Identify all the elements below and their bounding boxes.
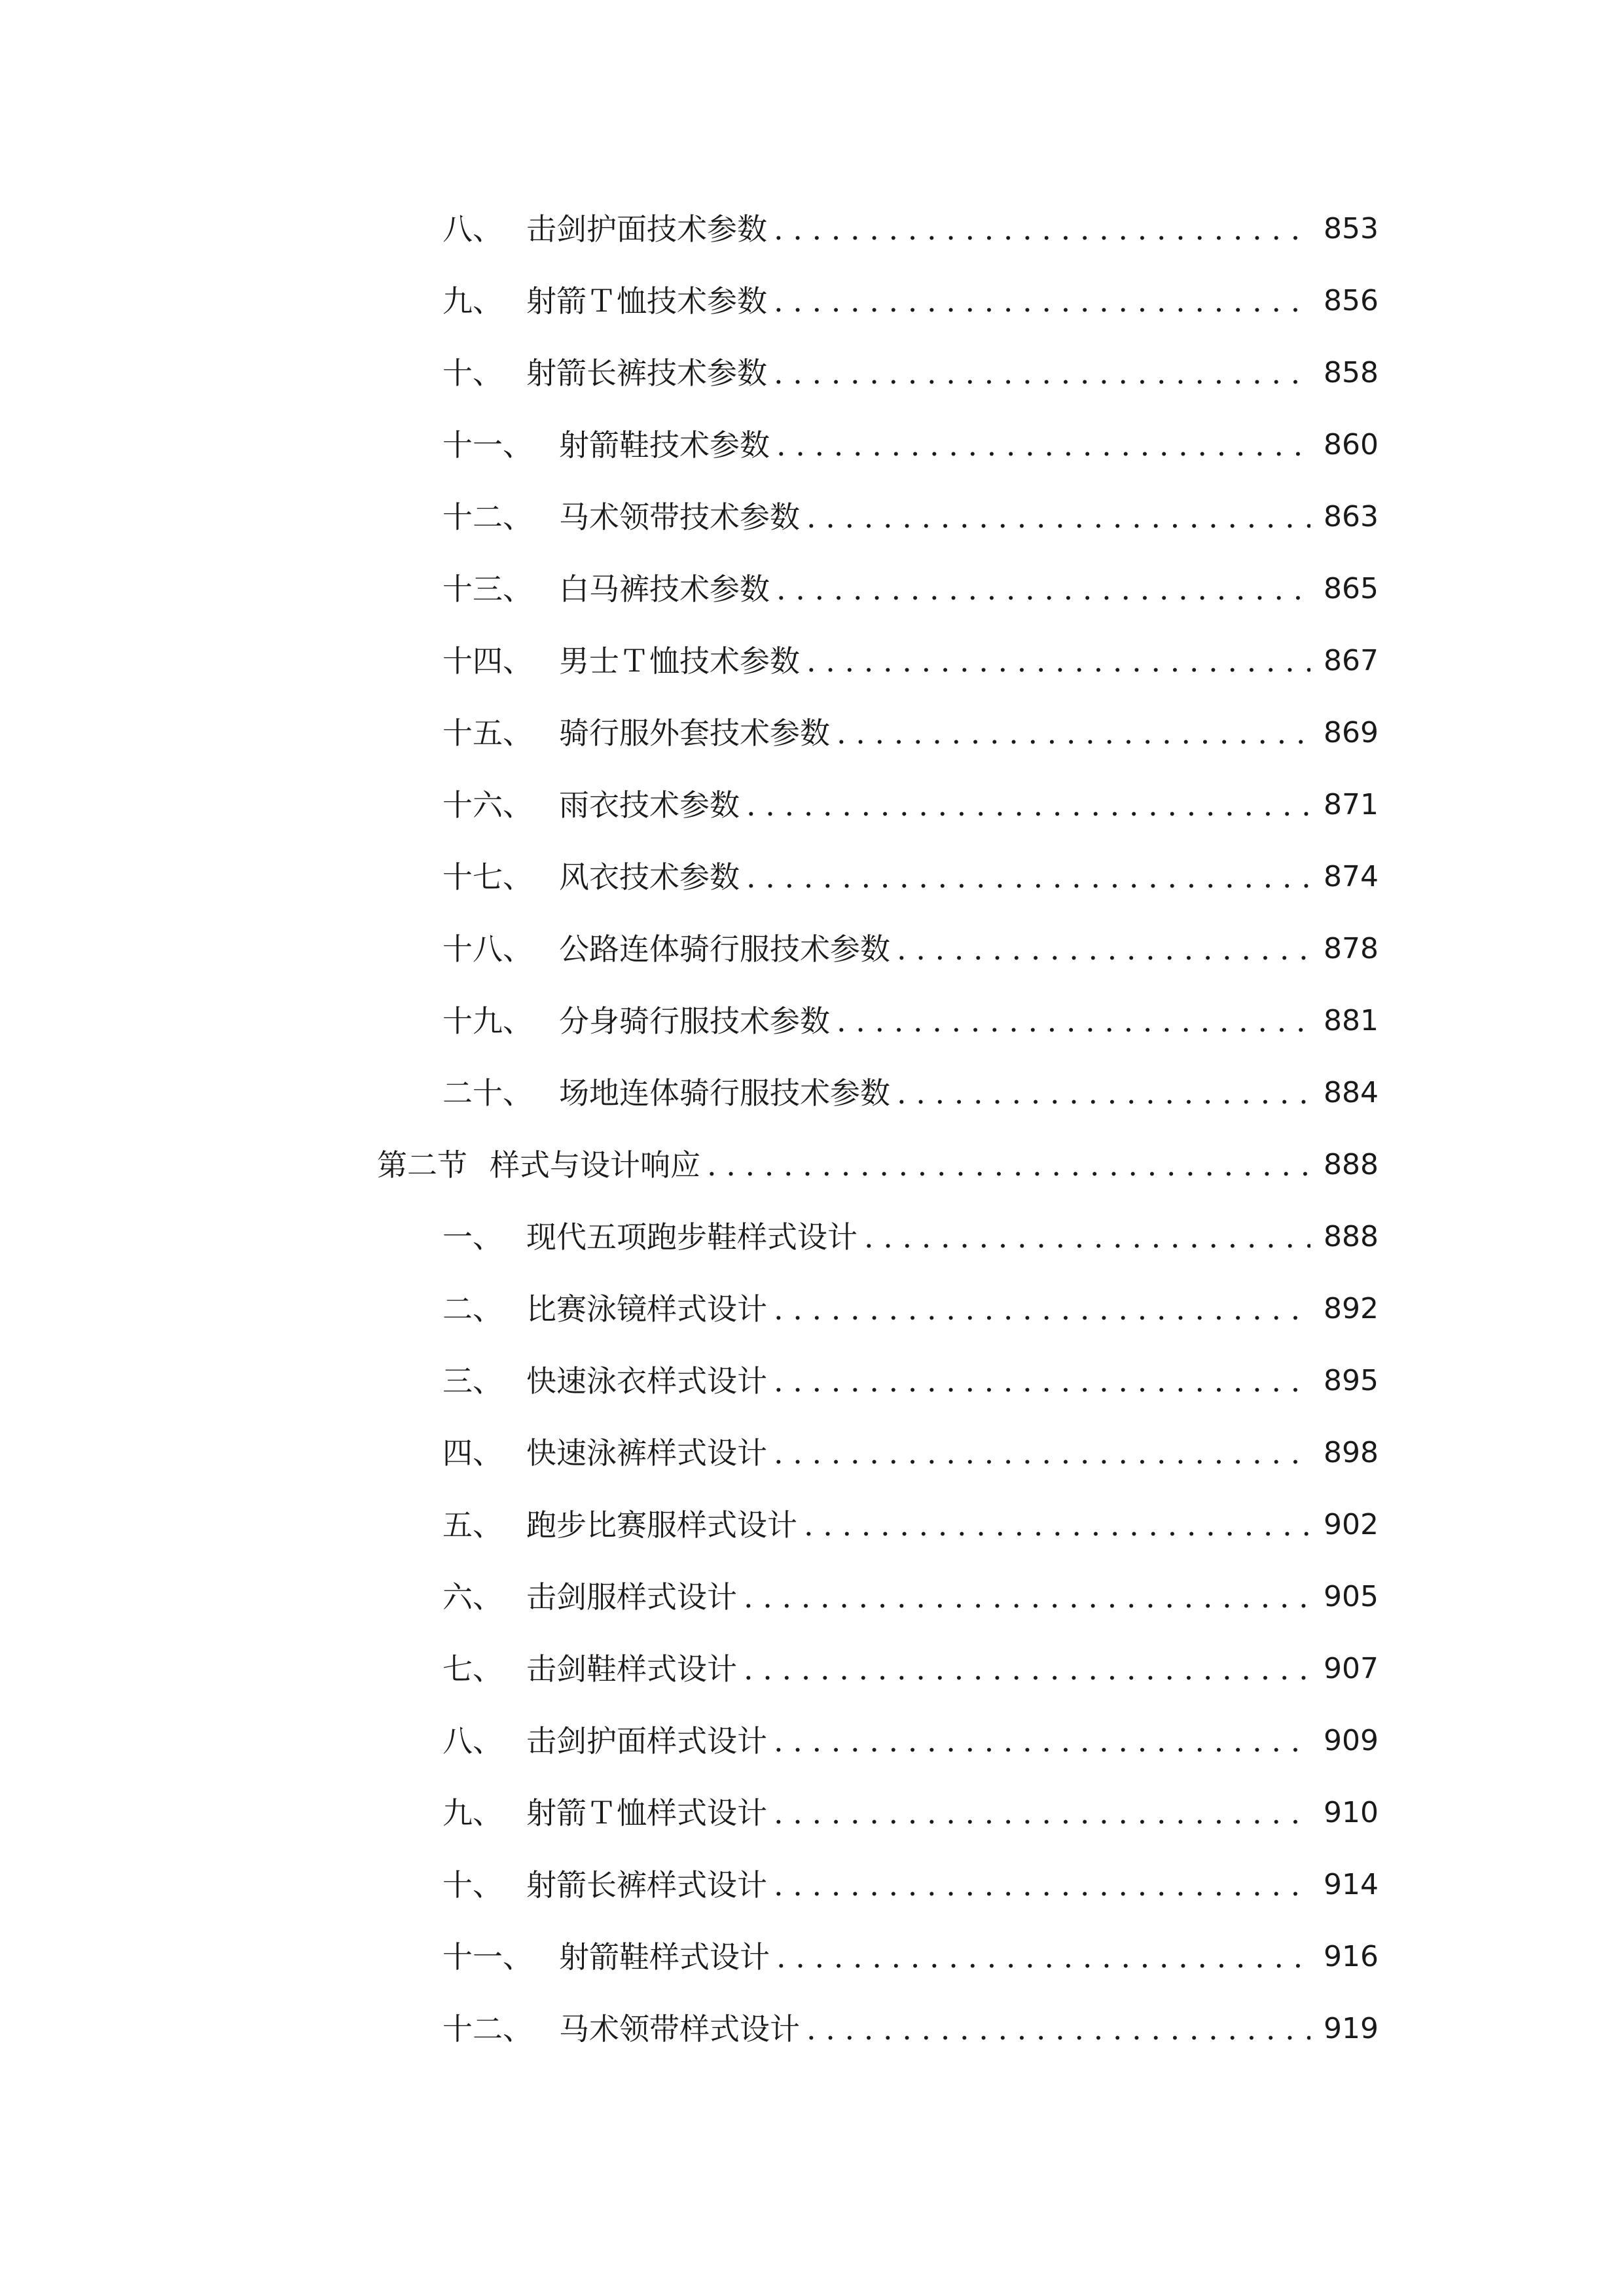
- toc-dot-leader: [774, 203, 1310, 255]
- toc-entry-page: 860: [1324, 428, 1379, 461]
- toc-entry[interactable]: [442, 1643, 1379, 1695]
- toc-entry-page: 881: [1324, 1004, 1379, 1037]
- toc-dot-leader: [774, 1859, 1310, 1911]
- toc-dot-leader: [806, 2003, 1310, 2055]
- toc-entry[interactable]: [442, 923, 1379, 975]
- toc-entry-page: 871: [1324, 788, 1379, 821]
- toc-entry-page: 916: [1324, 1940, 1379, 1973]
- toc-entry-number: 二十、: [442, 1075, 533, 1111]
- toc-entry-title: 马术领带技术参数: [559, 499, 800, 535]
- toc-entry-number: 十七、: [442, 859, 533, 895]
- toc-entry-page: 895: [1324, 1364, 1379, 1397]
- toc-entry[interactable]: [442, 203, 1379, 255]
- toc-entry-number: 九、: [442, 1795, 503, 1831]
- toc-entry-title: 骑行服外套技术参数: [559, 715, 830, 751]
- toc-entry-page: 869: [1324, 716, 1379, 749]
- toc-entry-title: 快速泳衣样式设计: [526, 1363, 767, 1399]
- toc-dot-leader: [774, 275, 1310, 327]
- toc-entry-number: 八、: [442, 211, 503, 247]
- toc-entry-title: 击剑服样式设计: [526, 1579, 737, 1615]
- toc-section-title: 样式与设计响应: [490, 1147, 700, 1183]
- toc-entry[interactable]: [442, 1859, 1379, 1911]
- toc-dot-leader: [774, 1715, 1310, 1767]
- toc-entry-title: 现代五项跑步鞋样式设计: [526, 1219, 857, 1255]
- toc-dot-leader: [774, 1283, 1310, 1335]
- toc-entry[interactable]: [442, 707, 1379, 759]
- toc-entry[interactable]: [442, 2003, 1379, 2055]
- toc-entry[interactable]: [442, 1499, 1379, 1551]
- toc-entry-page: 910: [1324, 1796, 1379, 1829]
- toc-section-heading[interactable]: [377, 1139, 1379, 1191]
- toc-dot-leader: [776, 1931, 1310, 1983]
- toc-entry[interactable]: [442, 1715, 1379, 1767]
- toc-section-number: 第二节: [377, 1147, 467, 1183]
- toc-entry-number: 十、: [442, 1867, 503, 1903]
- toc-entry-title: 击剑护面样式设计: [526, 1723, 767, 1759]
- toc-entry-title: 分身骑行服技术参数: [559, 1003, 830, 1039]
- toc-entry-page: 878: [1324, 932, 1379, 965]
- toc-entry[interactable]: [442, 1571, 1379, 1623]
- toc-dot-leader: [806, 491, 1310, 543]
- toc-dot-leader: [774, 347, 1310, 399]
- toc-entry-title: 射箭鞋技术参数: [559, 427, 770, 463]
- toc-entry[interactable]: [442, 1283, 1379, 1335]
- toc-dot-leader: [806, 635, 1310, 687]
- toc-dot-leader: [864, 1211, 1310, 1263]
- toc-dot-leader: [837, 995, 1310, 1047]
- toc-entry-page: 867: [1324, 644, 1379, 677]
- toc-entry-page: 865: [1324, 572, 1379, 605]
- toc-entry[interactable]: [442, 1787, 1379, 1839]
- toc-dot-leader: [746, 851, 1310, 903]
- toc-entry-number: 十六、: [442, 787, 533, 823]
- toc-entry-number: 五、: [442, 1507, 503, 1543]
- toc-entry-title: 白马裤技术参数: [559, 571, 770, 607]
- toc-entry-page: 914: [1324, 1868, 1379, 1901]
- toc-entry-page: 919: [1324, 2012, 1379, 2045]
- toc-dot-leader: [774, 1787, 1310, 1839]
- toc-entry[interactable]: [442, 779, 1379, 831]
- toc-entry[interactable]: [442, 1067, 1379, 1119]
- toc-entry-number: 十八、: [442, 931, 533, 967]
- toc-entry-number: 十一、: [442, 427, 533, 463]
- toc-entry-number: 四、: [442, 1435, 503, 1471]
- toc-entry[interactable]: [442, 491, 1379, 543]
- toc-entry-title: 射箭Ｔ恤样式设计: [526, 1795, 767, 1831]
- toc-entry[interactable]: [442, 635, 1379, 687]
- toc-entry-page: 856: [1324, 284, 1379, 317]
- toc-entry-title: 射箭鞋样式设计: [559, 1939, 770, 1975]
- toc-entry-number: 九、: [442, 283, 503, 319]
- toc-entry[interactable]: [442, 1931, 1379, 1983]
- toc-entry-page: 905: [1324, 1580, 1379, 1613]
- toc-entry[interactable]: [442, 347, 1379, 399]
- toc-dot-leader: [774, 1355, 1310, 1407]
- toc-entry-number: 十一、: [442, 1939, 533, 1975]
- toc-entry-number: 十、: [442, 355, 503, 391]
- toc-entry-page: 863: [1324, 500, 1379, 533]
- toc-entry-title: 跑步比赛服样式设计: [526, 1507, 797, 1543]
- toc-entry-title: 射箭长裤样式设计: [526, 1867, 767, 1903]
- toc-dot-leader: [774, 1427, 1310, 1479]
- toc-entry-title: 快速泳裤样式设计: [526, 1435, 767, 1471]
- toc-entry-title: 公路连体骑行服技术参数: [559, 931, 890, 967]
- toc-entry[interactable]: [442, 995, 1379, 1047]
- toc-dot-leader: [837, 707, 1310, 759]
- toc-entry-number: 十二、: [442, 499, 533, 535]
- toc-entry-page: 902: [1324, 1508, 1379, 1541]
- toc-dot-leader: [744, 1571, 1310, 1623]
- toc-entry[interactable]: [442, 851, 1379, 903]
- toc-dot-leader: [776, 563, 1310, 615]
- toc-entry[interactable]: [442, 419, 1379, 471]
- toc-entry-page: 858: [1324, 356, 1379, 389]
- toc-entry-page: 898: [1324, 1436, 1379, 1469]
- toc-entry-title: 男士Ｔ恤技术参数: [559, 643, 800, 679]
- toc-entry[interactable]: [442, 275, 1379, 327]
- toc-entry-title: 马术领带样式设计: [559, 2011, 800, 2047]
- toc-entry-number: 十四、: [442, 643, 533, 679]
- toc-dot-leader: [746, 779, 1310, 831]
- toc-entry-number: 八、: [442, 1723, 503, 1759]
- toc-dot-leader: [707, 1139, 1310, 1191]
- toc-entry-number: 一、: [442, 1219, 503, 1255]
- toc-entry-title: 击剑护面技术参数: [526, 211, 767, 247]
- toc-entry-number: 十五、: [442, 715, 533, 751]
- toc-entry-page: 853: [1324, 212, 1379, 245]
- toc-entry-number: 七、: [442, 1651, 503, 1687]
- toc-entry-page: 909: [1324, 1724, 1379, 1757]
- toc-entry-number: 三、: [442, 1363, 503, 1399]
- toc-entry-title: 风衣技术参数: [559, 859, 740, 895]
- toc-entry[interactable]: [442, 563, 1379, 615]
- toc-entry-page: 884: [1324, 1076, 1379, 1109]
- toc-entry[interactable]: [442, 1427, 1379, 1479]
- toc-entry-number: 十九、: [442, 1003, 533, 1039]
- toc-dot-leader: [804, 1499, 1310, 1551]
- toc-entry[interactable]: [442, 1211, 1379, 1263]
- toc-dot-leader: [897, 923, 1310, 975]
- toc-entry-title: 比赛泳镜样式设计: [526, 1291, 767, 1327]
- toc-entry-page: 907: [1324, 1652, 1379, 1685]
- toc-entry-number: 六、: [442, 1579, 503, 1615]
- toc-dot-leader: [897, 1067, 1310, 1119]
- toc-entry[interactable]: [442, 1355, 1379, 1407]
- toc-dot-leader: [776, 419, 1310, 471]
- toc-entry-number: 二、: [442, 1291, 503, 1327]
- toc-entry-number: 十二、: [442, 2011, 533, 2047]
- toc-entry-page: 874: [1324, 860, 1379, 893]
- toc-entry-title: 击剑鞋样式设计: [526, 1651, 737, 1687]
- toc-entry-number: 十三、: [442, 571, 533, 607]
- toc-entry-page: 892: [1324, 1292, 1379, 1325]
- toc-entry-title: 射箭Ｔ恤技术参数: [526, 283, 767, 319]
- toc-section-page: 888: [1324, 1148, 1379, 1181]
- toc-entry-title: 射箭长裤技术参数: [526, 355, 767, 391]
- toc-dot-leader: [744, 1643, 1310, 1695]
- toc-entry-title: 雨衣技术参数: [559, 787, 740, 823]
- toc-entry-page: 888: [1324, 1220, 1379, 1253]
- toc-entry-title: 场地连体骑行服技术参数: [559, 1075, 890, 1111]
